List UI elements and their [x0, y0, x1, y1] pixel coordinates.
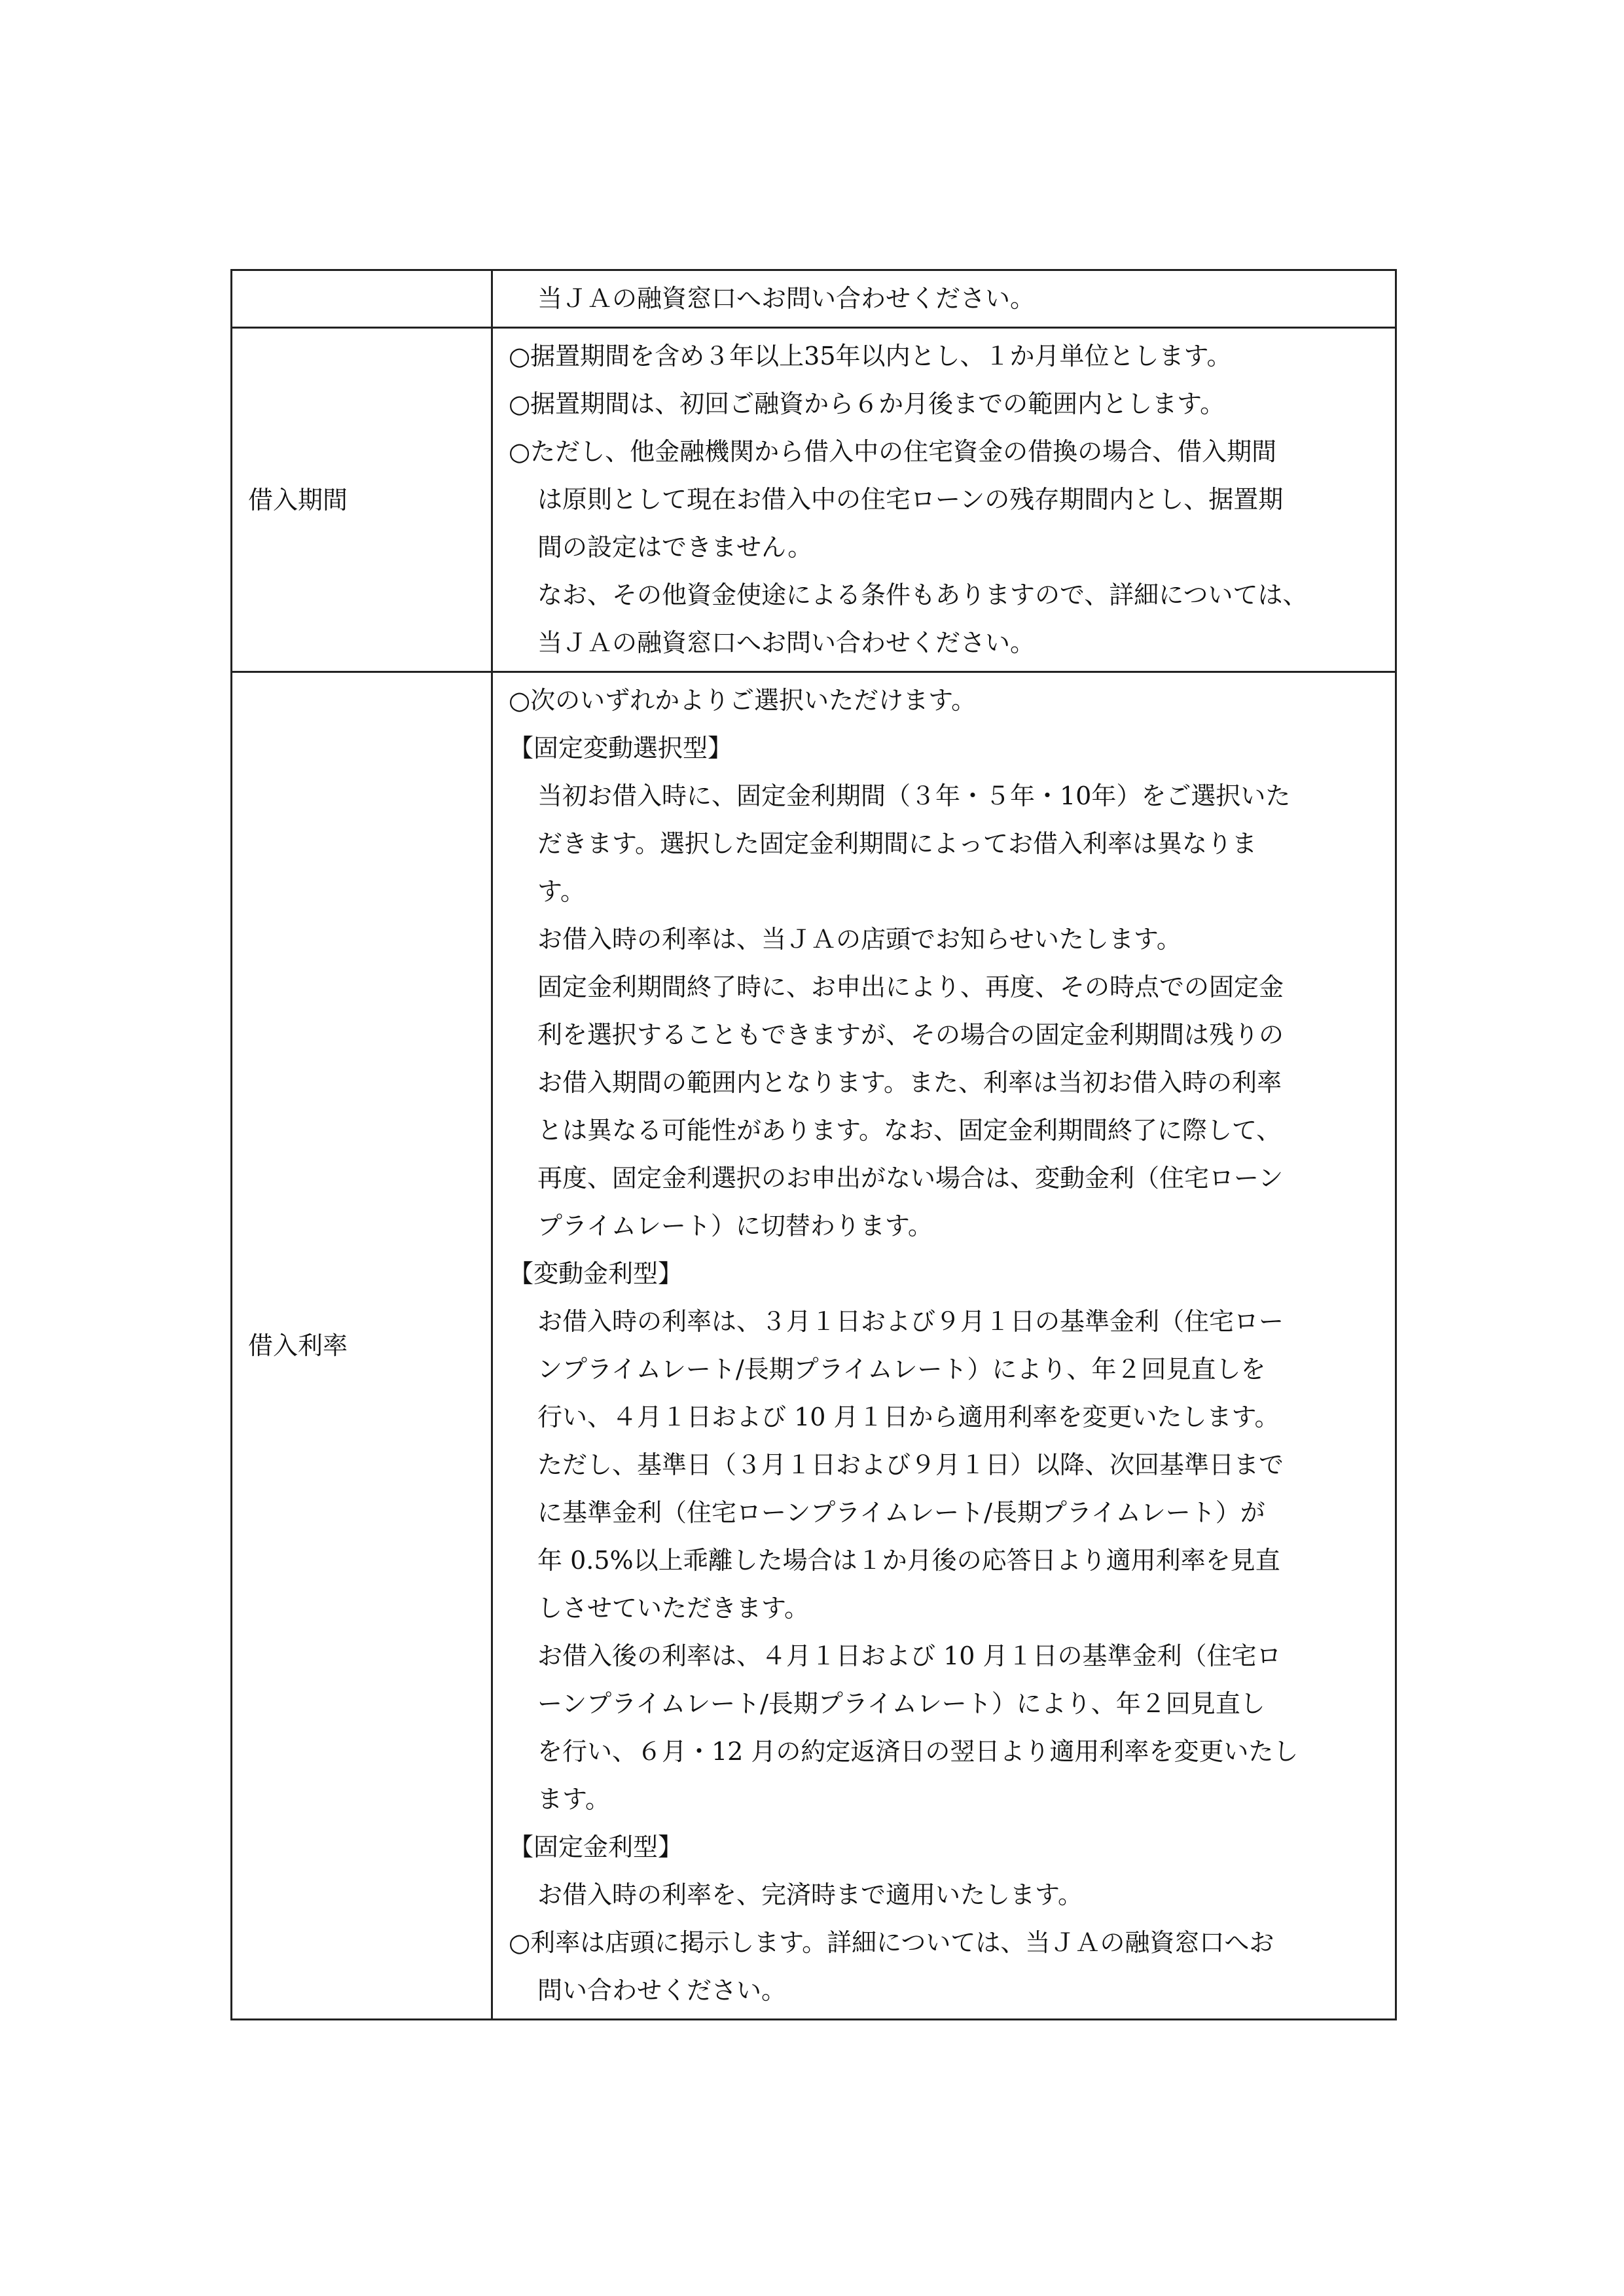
text-line: なお、その他資金使途による条件もありますので、詳細については、: [537, 581, 1308, 609]
text-line: 当ＪＡの融資窓口へお問い合わせください。: [537, 284, 1036, 313]
text-line: ンプライムレート/長期プライムレート）により、年２回見直しを: [537, 1355, 1266, 1384]
text-line: 年 0.5%以上乖離した場合は１か月後の応答日より適用利率を見直: [537, 1546, 1280, 1575]
text-line: とは異なる可能性があります。なお、固定金利期間終了に際して、: [537, 1116, 1282, 1145]
text-line: ○次のいずれかよりご選択いただけます。: [509, 686, 977, 715]
text-line: ○据置期間は、初回ご融資から６か月後までの範囲内とします。: [509, 389, 1225, 418]
text-line: だきます。選択した固定金利期間によってお借入利率は異なりま: [537, 829, 1257, 858]
text-line: ます。: [537, 1785, 610, 1814]
row-label-cell: [232, 672, 492, 2020]
text-line: を行い、６月・12 月の約定返済日の翌日より適用利率を変更いたし: [537, 1737, 1299, 1766]
text-line: ○据置期間を含め３年以上35年以内とし、１か月単位とします。: [509, 342, 1232, 370]
text-line: ただし、基準日（３月１日および９月１日）以降、次回基準日まで: [537, 1450, 1284, 1479]
text-line: す。: [537, 877, 585, 906]
row-label-cell: [232, 270, 492, 328]
text-line: 利を選択することもできますが、その場合の固定金利期間は残りの: [537, 1020, 1284, 1049]
text-line: 再度、固定金利選択のお申出がない場合は、変動金利（住宅ローン: [537, 1164, 1284, 1193]
row-label-interest-rate: 借入利率: [248, 1331, 348, 1360]
text-line: ーンプライムレート/長期プライムレート）により、年２回見直し: [537, 1689, 1265, 1718]
table-row: [232, 270, 1396, 328]
row-body-cell: [492, 672, 1396, 2020]
text-line: お借入時の利率は、当ＪＡの店頭でお知らせいたします。: [537, 925, 1182, 954]
text-line: は原則として現在お借入中の住宅ローンの残存期間内とし、据置期: [537, 485, 1284, 514]
text-line: お借入期間の範囲内となります。また、利率は当初お借入時の利率: [537, 1068, 1282, 1097]
text-line: 【固定金利型】: [509, 1833, 683, 1861]
row-body-text: [509, 332, 1382, 667]
text-line: しさせていただきます。: [537, 1594, 809, 1623]
text-line: ○ただし、他金融機関から借入中の住宅資金の借換の場合、借入期間: [509, 437, 1277, 466]
text-line: 【固定変動選択型】: [509, 734, 733, 762]
text-line: 問い合わせください。: [537, 1976, 787, 2005]
row-body-text: [509, 677, 1382, 2015]
row-label-cell: [232, 328, 492, 672]
text-line: 当初お借入時に、固定金利期間（３年・５年・10年）をご選択いた: [537, 781, 1291, 810]
row-body-cell: [492, 270, 1396, 328]
table-row: [232, 328, 1396, 672]
row-body-text: [509, 275, 1382, 323]
text-line: 固定金利期間終了時に、お申出により、再度、その時点での固定金: [537, 973, 1284, 1001]
text-line: プライムレート）に切替わります。: [537, 1211, 933, 1240]
table-row: [232, 672, 1396, 2020]
text-line: お借入時の利率は、３月１日および９月１日の基準金利（住宅ロー: [537, 1307, 1284, 1336]
text-line: お借入後の利率は、４月１日および 10 月１日の基準金利（住宅ロ: [537, 1641, 1282, 1670]
text-line: 行い、４月１日および 10 月１日から適用利率を変更いたします。: [537, 1403, 1280, 1431]
text-line: お借入時の利率を、完済時まで適用いたします。: [537, 1880, 1083, 1909]
text-line: 間の設定はできません。: [537, 533, 813, 562]
text-line: 当ＪＡの融資窓口へお問い合わせください。: [537, 628, 1036, 657]
loan-terms-table: [230, 269, 1397, 2020]
text-line: 【変動金利型】: [509, 1259, 683, 1288]
row-label-borrowing-period: 借入期間: [248, 485, 348, 514]
text-line: ○利率は店頭に掲示します。詳細については、当ＪＡの融資窓口へお: [509, 1928, 1274, 1957]
text-line: に基準金利（住宅ローンプライムレート/長期プライムレート）が: [537, 1498, 1265, 1527]
row-body-cell: [492, 328, 1396, 672]
